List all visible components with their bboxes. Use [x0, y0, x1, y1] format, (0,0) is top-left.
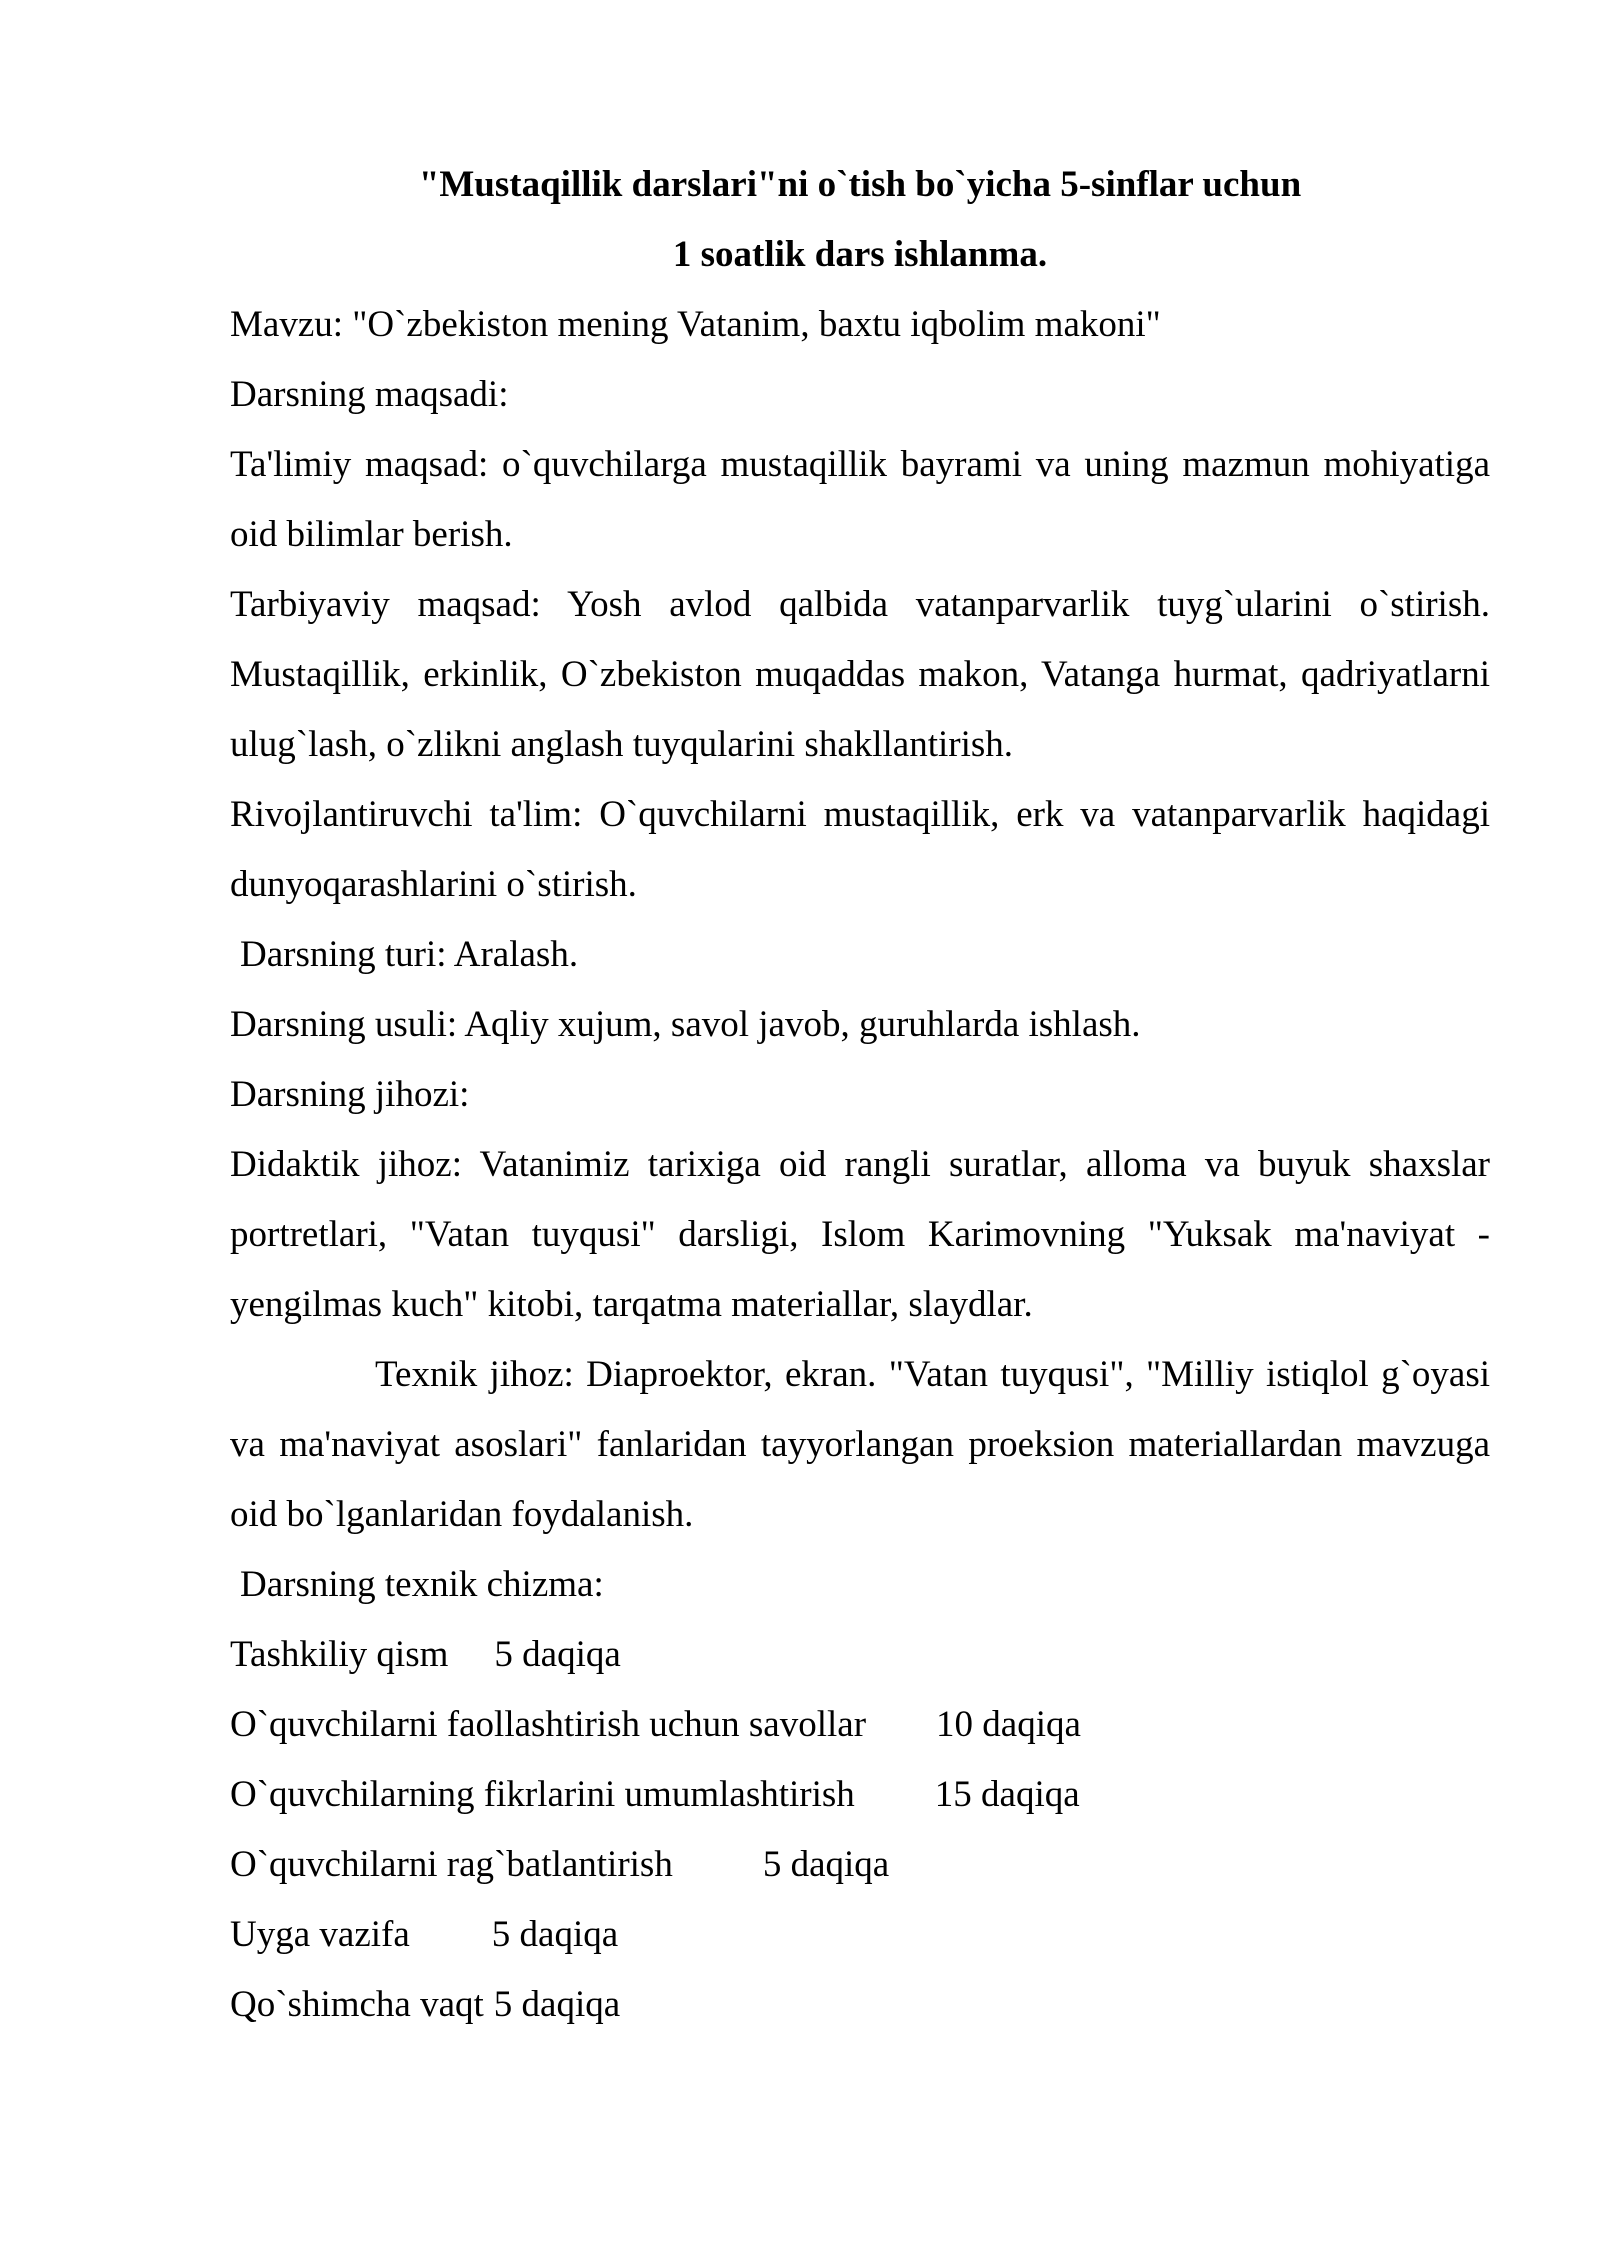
document-title-line-1: "Mustaqillik darslari"ni o`tish bo`yicha 5-sinflar uchun — [418, 164, 1302, 205]
schedule-time: 5 daqiqa — [493, 1984, 621, 2025]
technical-equipment: Texnik jihoz: Diaproektor, ekran. "Vatan tuyqusi", "Milliy istiqlol g`oyasi va ma'naviyat asoslari" fanlaridan tayyorlangan proeksion materiallardan mavzuga oid bo`lganlaridan foydalanish. — [230, 1354, 1490, 1535]
schedule-label: O`quvchilarning fikrlarini umumlashtirish — [230, 1774, 855, 1815]
schedule-time: 5 daqiqa — [491, 1914, 619, 1955]
document-title-line-2: 1 soatlik dars ishlanma. — [672, 234, 1048, 275]
schedule-label: Tashkiliy qism — [230, 1634, 449, 1675]
schedule-list — [230, 1620, 1490, 2040]
schedule-row — [230, 1690, 1490, 1760]
schedule-row — [230, 1900, 1490, 1970]
didactic-equipment: Didaktik jihoz: Vatanimiz tarixiga oid rangli suratlar, alloma va buyuk shaxslar portretlari, "Vatan tuyqusi" darsligi, Islom Karimovning "Yuksak ma'naviyat - yengilmas kuch" kitobi, tarqatma materiallar, slaydlar. — [230, 1144, 1490, 1325]
schedule-heading: Darsning texnik chizma: — [240, 1564, 604, 1605]
schedule-time: 15 daqiqa — [934, 1774, 1080, 1815]
schedule-row — [230, 1830, 1490, 1900]
schedule-time: 10 daqiqa — [936, 1704, 1081, 1745]
schedule-time: 5 daqiqa — [762, 1844, 890, 1885]
goals-heading: Darsning maqsadi: — [230, 374, 509, 415]
schedule-row — [230, 1970, 1490, 2040]
document-body — [230, 150, 1490, 2040]
topic-line: Mavzu: "O`zbekiston mening Vatanim, baxtu iqbolim makoni" — [230, 304, 1161, 345]
schedule-label: Uyga vazifa — [230, 1914, 410, 1955]
educational-goal: Ta'limiy maqsad: o`quvchilarga mustaqillik bayrami va uning mazmun mohiyatiga oid bilimlar berish. — [230, 444, 1490, 555]
schedule-row — [230, 1760, 1490, 1830]
schedule-label: O`quvchilarni rag`batlantirish — [230, 1844, 673, 1885]
equipment-heading: Darsning jihozi: — [230, 1074, 470, 1115]
schedule-label: O`quvchilarni faollashtirish uchun savollar — [230, 1704, 867, 1745]
lesson-type: Darsning turi: Aralash. — [240, 934, 579, 975]
lesson-method: Darsning usuli: Aqliy xujum, savol javob, guruhlarda ishlash. — [230, 1004, 1141, 1045]
schedule-label: Qo`shimcha vaqt — [230, 1984, 484, 2025]
schedule-row — [230, 1620, 1490, 1690]
developmental-goal: Rivojlantiruvchi ta'lim: O`quvchilarni mustaqillik, erk va vatanparvarlik haqidagi dunyoqarashlarini o`stirish. — [230, 794, 1490, 905]
upbringing-goal: Tarbiyaviy maqsad: Yosh avlod qalbida vatanparvarlik tuyg`ularini o`stirish. Mustaqillik, erkinlik, O`zbekiston muqaddas makon, Vatanga hurmat, qadriyatlarni ulug`lash, o`zlikni anglash tuyqularini shakllantirish. — [230, 584, 1490, 765]
schedule-time: 5 daqiqa — [494, 1634, 621, 1675]
